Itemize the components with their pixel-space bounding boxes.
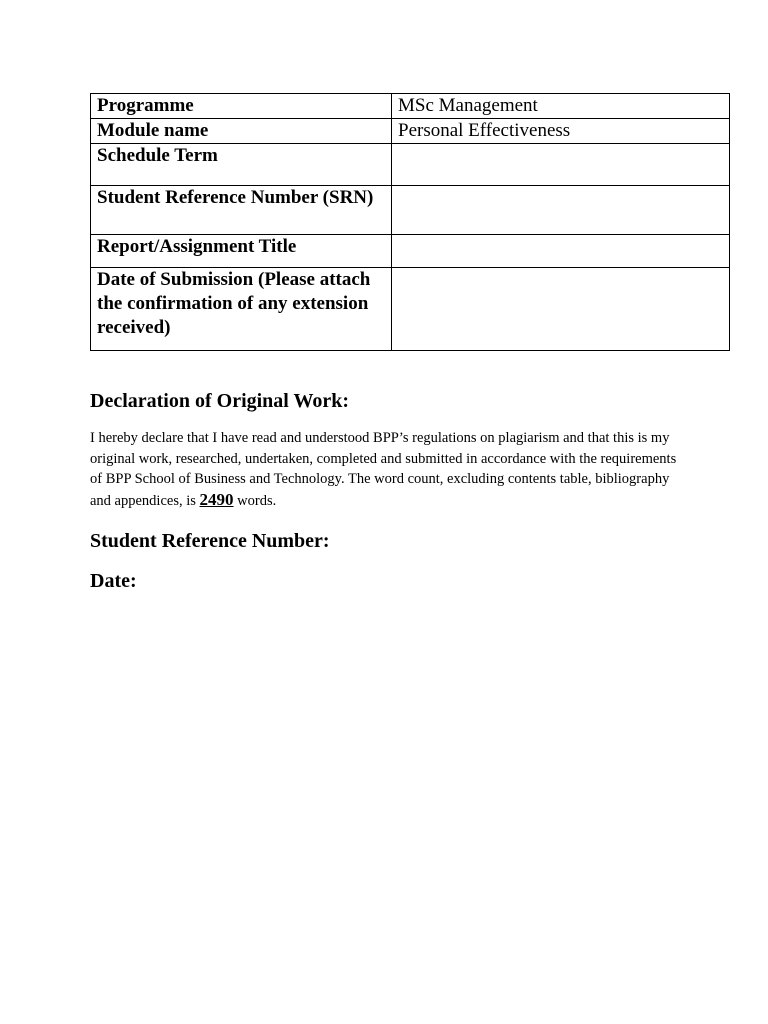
declaration-text-end: words.	[233, 492, 277, 509]
table-row-assignment-title	[91, 235, 730, 268]
table-row-submission-date	[91, 268, 730, 351]
schedule-term-value	[392, 144, 730, 186]
programme-label: Programme	[91, 94, 392, 119]
declaration-body	[90, 428, 690, 511]
table-row-srn	[91, 186, 730, 235]
schedule-term-label: Schedule Term	[91, 144, 392, 186]
word-count: 2490	[199, 489, 234, 509]
srn-table-label: Student Reference Number (SRN)	[91, 186, 392, 235]
submission-date-label: Date of Submission (Please attach the confirmation of any extension received)	[91, 268, 392, 351]
cover-info-table	[90, 93, 730, 351]
table-row-schedule-term	[91, 144, 730, 186]
table-row-programme	[91, 94, 730, 119]
programme-value: MSc Management	[392, 94, 730, 119]
submission-date-value	[392, 268, 730, 351]
module-name-value: Personal Effectiveness	[392, 119, 730, 144]
srn-field-label: Student Reference Number:	[90, 530, 330, 552]
srn-table-value	[392, 186, 730, 235]
date-field-label: Date:	[90, 570, 137, 592]
module-name-label: Module name	[91, 119, 392, 144]
assignment-title-label: Report/Assignment Title	[91, 235, 392, 268]
table-row-module-name	[91, 119, 730, 144]
declaration-text: I hereby declare that I have read and understood BPP’s regulations on plagiarism and that this is my original work, researched, undertaken, completed and submitted in accordance with the requirements of BPP School of Business and Technology. The word count, excluding contents table, bibliography and appendices, is	[90, 430, 677, 509]
declaration-heading: Declaration of Original Work:	[90, 390, 350, 412]
assignment-title-value	[392, 235, 730, 268]
